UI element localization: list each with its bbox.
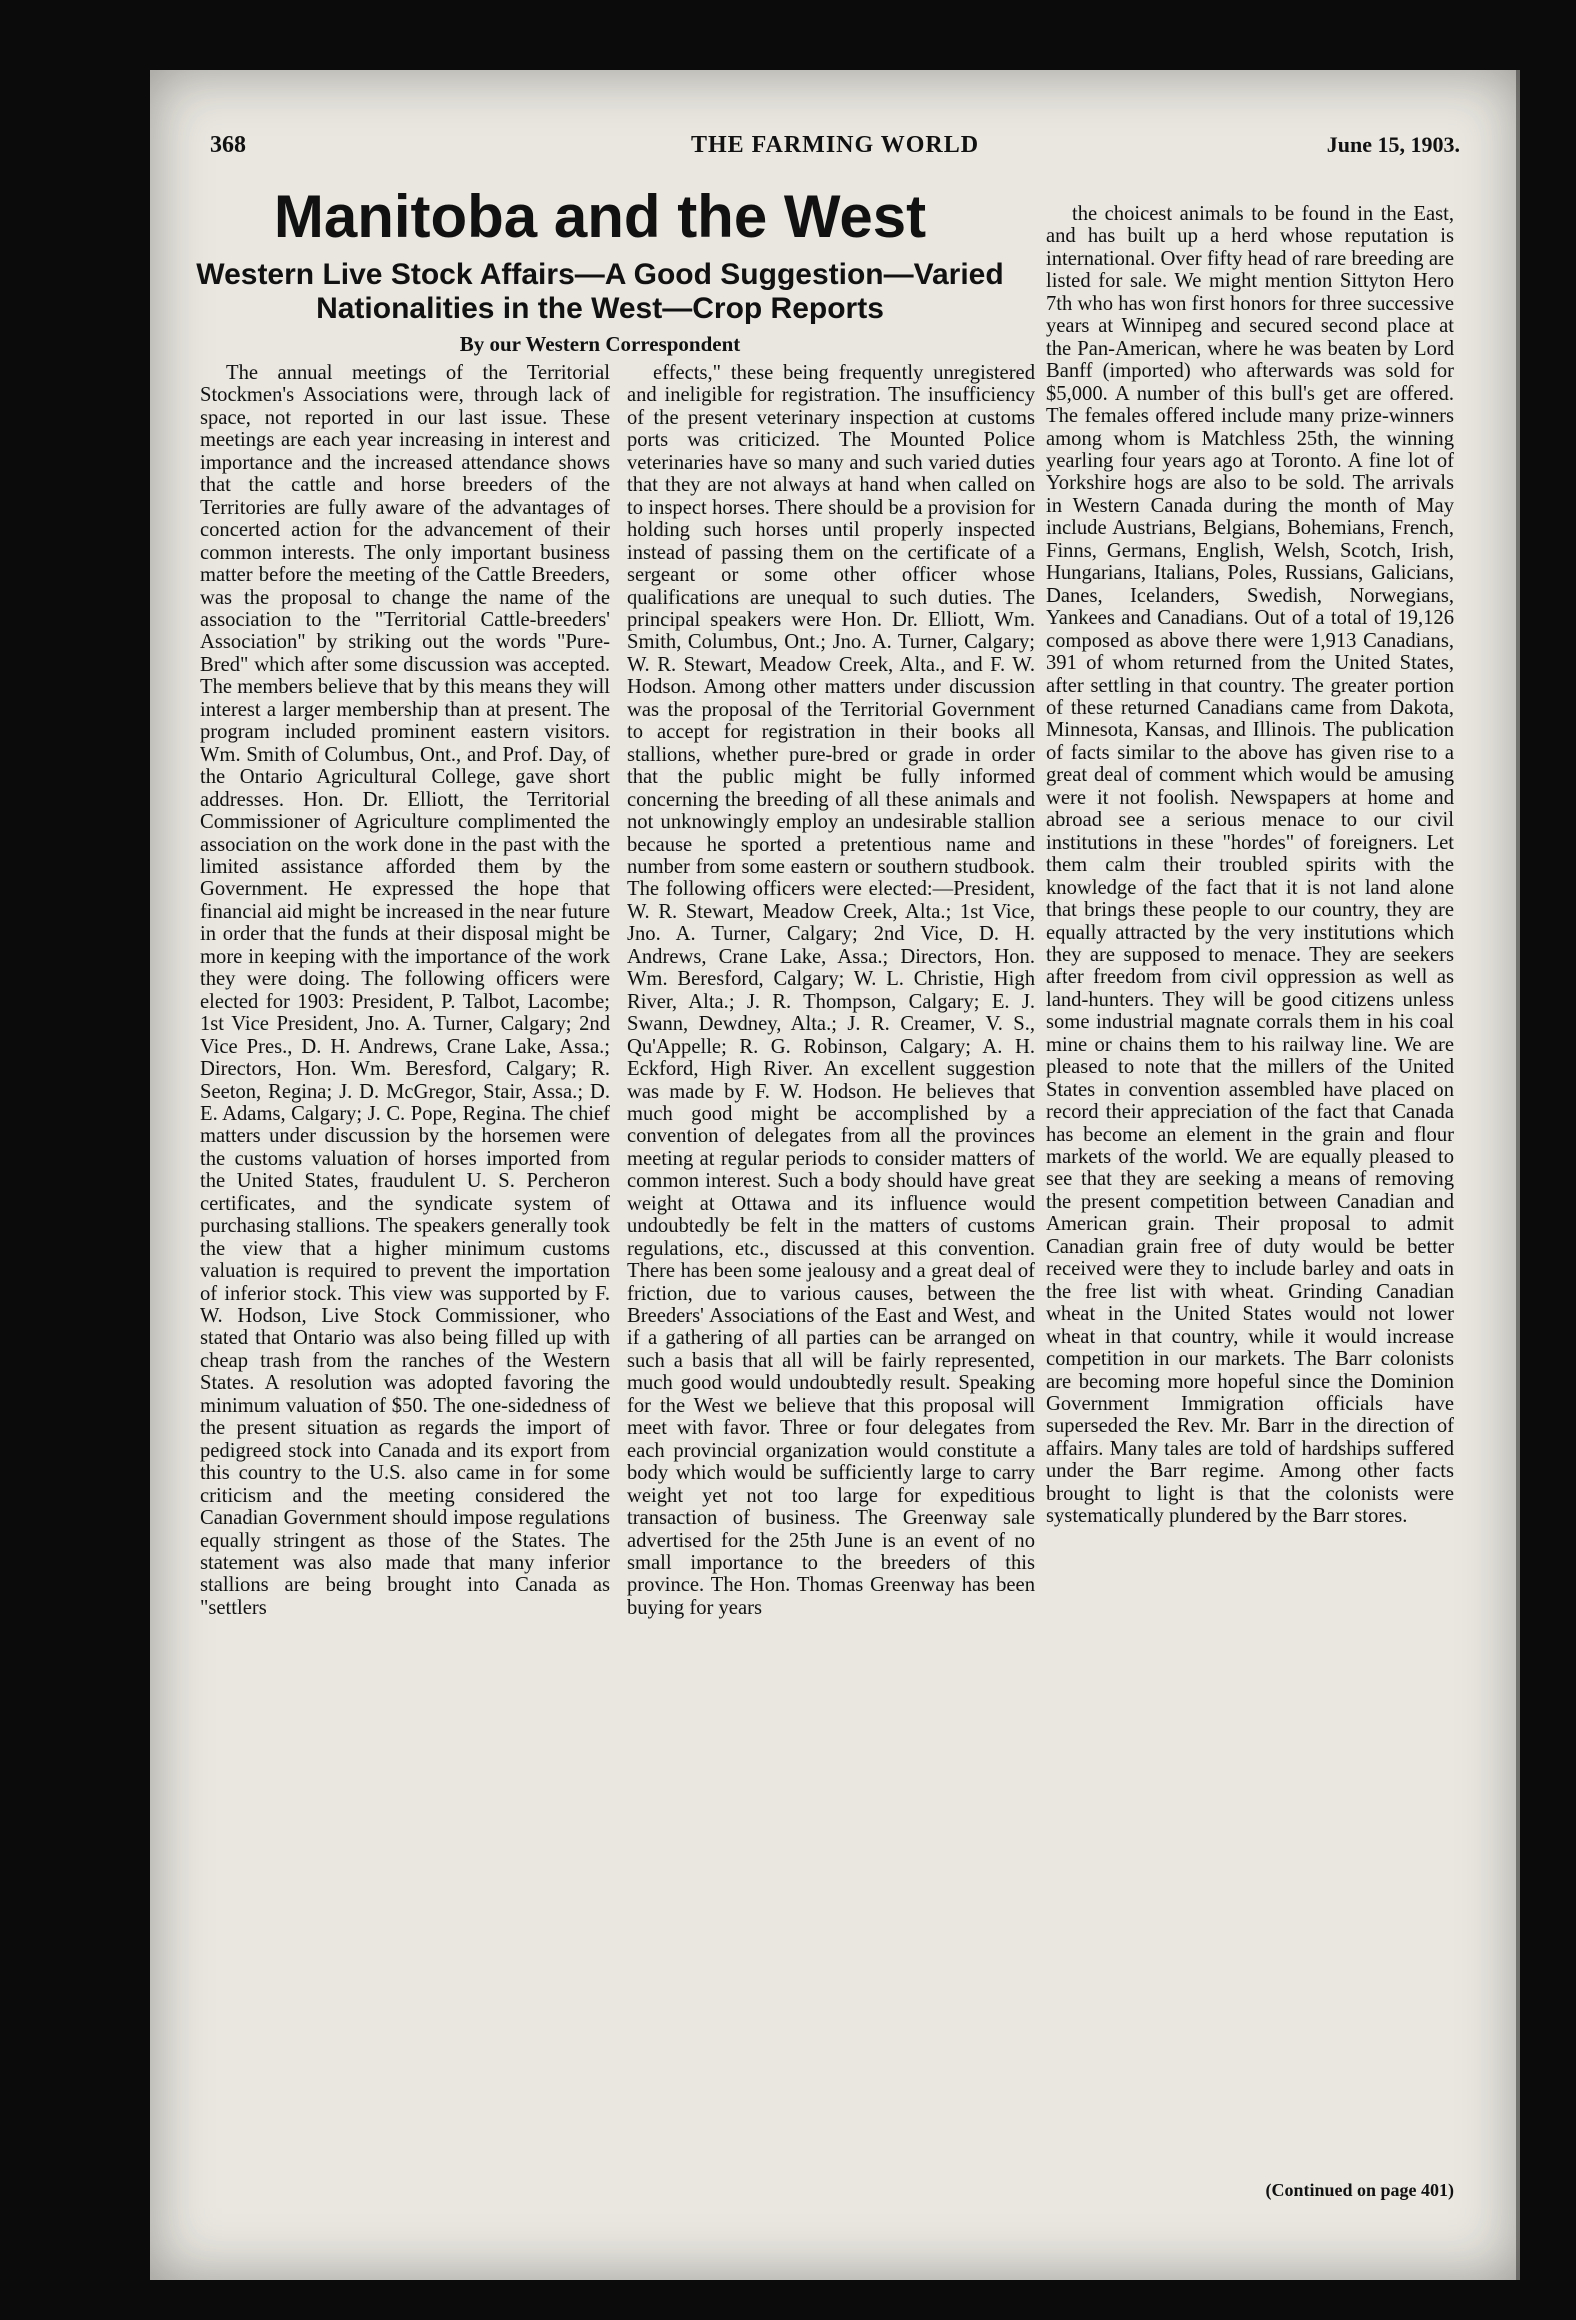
issue-date: June 15, 1903. — [1326, 132, 1460, 157]
column-2-text: effects," these being frequently unregistered and ineligible for registration. The insufficiency of the present veterinary inspection at customs ports was criticized. The Mounted Police veterinaries have so many and such varied duties that they are not always at hand when called on to inspect horses. There should be a provision for holding such horses until properly inspected instead of passing them on the certificate of a sergeant or some other officer whose qualifications are unequal to such duties. The principal speakers were Hon. Dr. Elliott, Wm. Smith, Columbus, Ont.; Jno. A. Turner, Calgary; W. R. Stewart, Meadow Creek, Alta., and F. W. Hodson. Among other matters under discussion was the proposal of the Territorial Government to accept for registration in their books all stallions, whether pure-bred or grade in order that the public might be fully informed concerning the breeding of all these animals and not unknowingly employ an undesirable stallion because he sported a pretentious name and number from some eastern or southern studbook. The following officers were elected:—President, W. R. Stewart, Meadow Creek, Alta.; 1st Vice, Jno. A. Turner, Calgary; 2nd Vice, D. H. Andrews, Crane Lake, Assa.; Directors, Hon. Wm. Beresford, Calgary; W. L. Christie, High River, Alta.; J. R. Thompson, Calgary; E. J. Swann, Dewdney, Alta.; J. R. Creamer, V. S., Qu'Appelle; R. G. Robinson, Calgary; A. H. Eckford, High River. An excellent suggestion was made by F. W. Hodson. He believes that much good might be accomplished by a convention of delegates from all the provinces meeting at regular periods to consider matters of common interest. Such a body should have great weight at Ottawa and its influence would undoubtedly be felt in the matters of customs regulations, etc., discussed at this convention. There has been some jealousy and a great deal of friction, due to various causes, between the Breeders' Associations of the East and West, and if a gathering of all parties can be arranged on such a basis that all will be fairly represented, much good would undoubtedly result. Speaking for the West we believe that this proposal will meet with favor. Three or four delegates from each provincial organization would constitute a body which would be sufficiently large to carry weight yet not too large for expeditious transaction of business. The Greenway sale advertised for the 25th June is an event of no small importance to the breeders of this province. The Hon. Thomas Greenway has been buying for years — [627, 362, 1035, 1619]
article-subtitle: Western Live Stock Affairs—A Good Suggestion—Varied Nationalities in the West—Crop Reports — [196, 258, 1004, 325]
magazine-page — [150, 70, 1520, 2280]
text-column-3 — [1046, 203, 1454, 2168]
column-3-text: the choicest animals to be found in the East, and has built up a herd whose reputation is international. Over fifty head of rare breeding are listed for sale. We might mention Sittyton Hero 7th who has won first honors for three successive years at Winnipeg and secured second place at the Pan-American, where he was beaten by Lord Banff (imported) who afterwards was sold for $5,000. A number of this bull's get are offered. The females offered include many prize-winners among whom is Matchless 25th, the winning yearling four years ago at Toronto. A fine lot of Yorkshire hogs are also to be sold. The arrivals in Western Canada during the month of May include Austrians, Belgians, Bohemians, French, Finns, Germans, English, Welsh, Scotch, Irish, Hungarians, Italians, Poles, Russians, Galicians, Danes, Icelanders, Swedish, Norwegians, Yankees and Canadians. Out of a total of 19,126 composed as above there were 1,913 Canadians, 391 of whom returned from the United States, after settling in that country. The greater portion of these returned Canadians came from Dakota, Minnesota, Kansas, and Illinois. The publication of facts similar to the above has given rise to a great deal of comment which would be amusing were it not foolish. Newspapers at home and abroad see a serious menace to our civil institutions in these "hordes" of foreigners. Let them calm their troubled spirits with the knowledge of the fact that it is not land alone that brings these people to our country, they are equally attracted by the very institutions which they are supposed to menace. They are seekers after freedom from civil oppression as well as land-hunters. They will be good citizens unless some industrial magnate corrals them in his coal mine or chains them to his railway line. We are pleased to note that the millers of the United States in convention assembled have placed on record their appreciation of the fact that Canada has become an element in the grain and flour markets of the world. We are equally pleased to see that they are seeking a means of removing the present competition between Canadian and American grain. Their proposal to admit Canadian grain free of duty would be better received were they to include barley and oats in the free list with wheat. Grinding Canadian wheat in the United States would not lower wheat in that country, while it would increase competition in our markets. The Barr colonists are becoming more hopeful since the Dominion Government Immigration officials have superseded the Rev. Mr. Barr in the direction of affairs. Many tales are told of hardships suffered under the Barr regime. Among other facts brought to light is that the colonists were systematically plundered by the Barr stores. — [1046, 203, 1454, 1528]
text-column-1 — [200, 362, 610, 2172]
page-number: 368 — [210, 132, 246, 158]
publication-name: THE FARMING WORLD — [690, 132, 980, 158]
article-byline: By our Western Correspondent — [459, 332, 741, 356]
continued-note: (Continued on page 401) — [1265, 2180, 1454, 2200]
column-1-text: The annual meetings of the Territorial Stockmen's Associations were, through lack of space, not reported in our last issue. These meetings are each year increasing in interest and importance and the increased attendance shows that the cattle and horse breeders of the Territories are fully aware of the advantages of concerted action for the advancement of their common interests. The only important business matter before the meeting of the Cattle Breeders, was the proposal to change the name of the association to the "Territorial Cattle-breeders' Association" by striking out the words "Pure-Bred" which after some discussion was accepted. The members believe that by this means they will interest a larger membership than at present. The program included prominent eastern visitors. Wm. Smith of Columbus, Ont., and Prof. Day, of the Ontario Agricultural College, gave short addresses. Hon. Dr. Elliott, the Territorial Commissioner of Agriculture complimented the association on the work done in the past with the limited assistance afforded them by the Government. He expressed the hope that financial aid might be increased in the near future in order that the funds at their disposal might be more in keeping with the importance of the work they were doing. The following officers were elected for 1903: President, P. Talbot, Lacombe; 1st Vice President, Jno. A. Turner, Calgary; 2nd Vice Pres., D. H. Andrews, Crane Lake, Assa.; Directors, Hon. Wm. Beresford, Calgary; R. Seeton, Regina; J. D. McGregor, Stair, Assa.; D. E. Adams, Calgary; J. C. Pope, Regina. The chief matters under discussion by the horsemen were the customs valuation of horses imported from the United States, fraudulent U. S. Percheron certificates, and the syndicate system of purchasing stallions. The speakers generally took the view that a higher minimum customs valuation is required to prevent the importation of inferior stock. This view was supported by F. W. Hodson, Live Stock Commissioner, who stated that Ontario was also being filled up with cheap trash from the ranches of the Western States. A resolution was adopted favoring the minimum valuation of $50. The one-sidedness of the present situation as regards the import of pedigreed stock into Canada and its export from this country to the U.S. also came in for some criticism and the meeting considered the Canadian Government should impose regulations equally stringent as those of the States. The statement was also made that many inferior stallions are being brought into Canada as "settlers — [200, 362, 610, 1619]
page-header — [210, 132, 1460, 172]
page-edge-shadow — [1516, 70, 1520, 2280]
text-column-2 — [627, 362, 1035, 2172]
article-title: Manitoba and the West — [273, 183, 927, 250]
